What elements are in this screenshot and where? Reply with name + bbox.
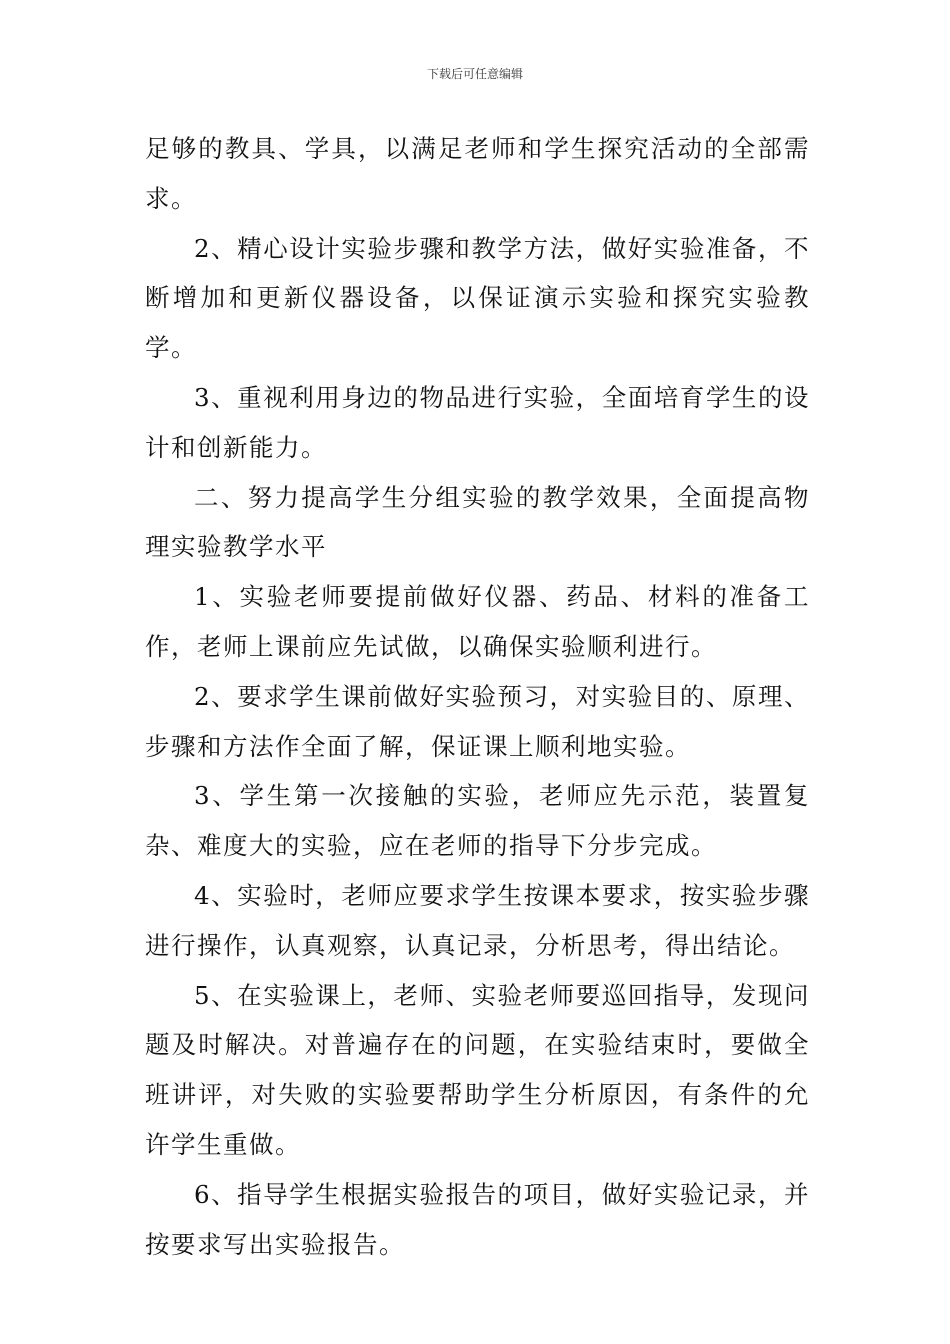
paragraph-7: 3、学生第一次接触的实验，老师应先示范，装置复杂、难度大的实验，应在老师的指导下分步完成。 <box>145 781 810 861</box>
paragraph-8: 4、实验时，老师应要求学生按课本要求，按实验步骤进行操作，认真观察，认真记录，分析思考，得出结论。 <box>145 880 810 960</box>
paragraph-2: 2、精心设计实验步骤和教学方法，做好实验准备，不断增加和更新仪器设备，以保证演示实验和探究实验教学。 <box>145 233 810 363</box>
paragraph-9: 5、在实验课上，老师、实验老师要巡回指导，发现问题及时解决。对普遍存在的问题，在实验结束时，要做全班讲评，对失败的实验要帮助学生分析原因，有条件的允许学生重做。 <box>145 980 810 1159</box>
section-heading-2: 二、努力提高学生分组实验的教学效果，全面提高物理实验教学水平 <box>145 482 810 562</box>
page-header: 下载后可任意编辑 <box>426 67 523 81</box>
paragraph-6: 2、要求学生课前做好实验预习，对实验目的、原理、步骤和方法作全面了解，保证课上顺利地实验。 <box>145 681 810 761</box>
paragraph-10: 6、指导学生根据实验报告的项目，做好实验记录，并按要求写出实验报告。 <box>145 1179 810 1259</box>
paragraph-3: 3、重视利用身边的物品进行实验，全面培育学生的设计和创新能力。 <box>145 382 810 462</box>
document-body <box>145 124 810 1269</box>
paragraph-5: 1、实验老师要提前做好仪器、药品、材料的准备工作，老师上课前应先试做，以确保实验顺利进行。 <box>145 582 810 661</box>
paragraph-1: 足够的教具、学具，以满足老师和学生探究活动的全部需求。 <box>145 134 810 213</box>
